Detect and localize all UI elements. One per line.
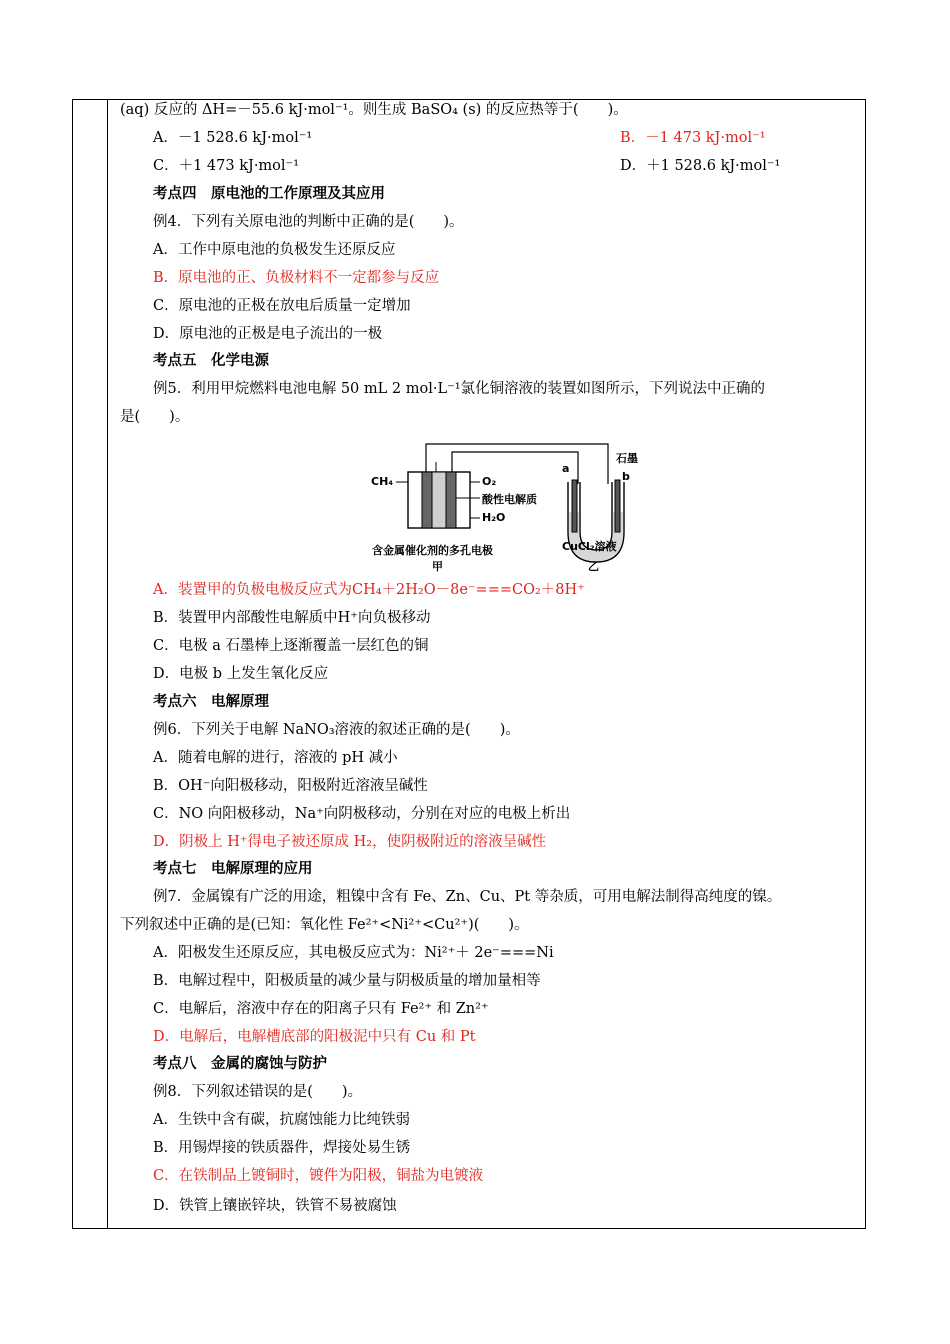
q4-option-a: A．工作中原电池的负极发生还原反应 xyxy=(153,242,396,258)
label-cucl2: CuCl₂溶液 xyxy=(562,540,617,553)
label-ch4: CH₄ xyxy=(371,475,394,488)
section-heading-8: 考点八 金属的腐蚀与防护 xyxy=(153,1056,327,1072)
prev-option-c: C．＋1 473 kJ·mol⁻¹ xyxy=(153,158,300,174)
label-h2o: H₂O xyxy=(482,511,506,524)
q5-option-a-answer: A．装置甲的负极电极反应式为CH₄＋2H₂O－8e⁻===CO₂＋8H⁺ xyxy=(153,582,585,598)
section-heading-4: 考点四 原电池的工作原理及其应用 xyxy=(153,186,385,202)
q5-option-b: B．装置甲内部酸性电解质中H⁺向负极移动 xyxy=(153,610,431,626)
q4-option-d: D．原电池的正极是电子流出的一极 xyxy=(153,326,383,342)
q6-option-a: A．随着电解的进行，溶液的 pH 减小 xyxy=(153,750,398,766)
question-5-line1: 例5．利用甲烷燃料电池电解 50 mL 2 mol·L⁻¹氯化铜溶液的装置如图所示，下列说法中正确的 xyxy=(153,381,766,397)
q7-option-b: B．电解过程中，阳极质量的减少量与阴极质量的增加量相等 xyxy=(153,973,541,989)
table-column-divider xyxy=(107,99,108,1229)
section-heading-5: 考点五 化学电源 xyxy=(153,353,269,369)
q5-option-d: D．电极 b 上发生氧化反应 xyxy=(153,666,329,682)
label-b: b xyxy=(622,470,630,483)
electrolysis-diagram xyxy=(368,432,658,574)
label-graphite: 石墨 xyxy=(616,452,638,465)
prev-question-line: (aq) 反应的 ΔH=－55.6 kJ·mol⁻¹。则生成 BaSO₄ (s) 的反应热等于( )。 xyxy=(120,102,628,118)
prev-option-b-answer: B．－1 473 kJ·mol⁻¹ xyxy=(620,130,766,146)
q4-option-b-answer: B．原电池的正、负极材料不一定都参与反应 xyxy=(153,270,440,286)
prev-option-a: A．－1 528.6 kJ·mol⁻¹ xyxy=(153,130,313,146)
q7-option-a: A．阳极发生还原反应，其电极反应式为：Ni²⁺＋ 2e⁻===Ni xyxy=(153,945,554,961)
label-porous-electrode: 含金属催化剂的多孔电极 xyxy=(372,544,493,557)
q5-option-c: C．电极 a 石墨棒上逐渐覆盖一层红色的铜 xyxy=(153,638,429,654)
question-8: 例8．下列叙述错误的是( )。 xyxy=(153,1084,363,1100)
section-heading-7: 考点七 电解原理的应用 xyxy=(153,861,313,877)
label-jia: 甲 xyxy=(432,560,443,573)
q7-option-c: C．电解后，溶液中存在的阳离子只有 Fe²⁺ 和 Zn²⁺ xyxy=(153,1001,489,1017)
q8-option-a: A．生铁中含有碳，抗腐蚀能力比纯铁弱 xyxy=(153,1112,410,1128)
q8-option-c-answer: C．在铁制品上镀铜时，镀件为阳极，铜盐为电镀液 xyxy=(153,1168,484,1184)
question-7-line1: 例7．金属镍有广泛的用途，粗镍中含有 Fe、Zn、Cu、Pt 等杂质，可用电解法制得高纯度的镍。 xyxy=(153,889,782,905)
question-4: 例4．下列有关原电池的判断中正确的是( )。 xyxy=(153,214,464,230)
prev-option-d: D．＋1 528.6 kJ·mol⁻¹ xyxy=(620,158,781,174)
q8-option-b: B．用锡焊接的铁质器件，焊接处易生锈 xyxy=(153,1140,411,1156)
label-a: a xyxy=(562,462,570,475)
section-heading-6: 考点六 电解原理 xyxy=(153,694,269,710)
q7-option-d-answer: D．电解后，电解槽底部的阳极泥中只有 Cu 和 Pt xyxy=(153,1029,476,1045)
q6-option-b: B．OH⁻向阳极移动，阳极附近溶液呈碱性 xyxy=(153,778,428,794)
q8-option-d: D．铁管上镶嵌锌块，铁管不易被腐蚀 xyxy=(153,1198,397,1214)
label-o2: O₂ xyxy=(482,475,497,488)
label-electrolyte: 酸性电解质 xyxy=(482,493,537,506)
question-6: 例6．下列关于电解 NaNO₃溶液的叙述正确的是( )。 xyxy=(153,722,520,738)
q4-option-c: C．原电池的正极在放电后质量一定增加 xyxy=(153,298,411,314)
q6-option-c: C．NO 向阳极移动，Na⁺向阴极移动，分别在对应的电极上析出 xyxy=(153,806,571,822)
question-5-line2: 是( )。 xyxy=(120,409,190,425)
question-7-line2: 下列叙述中正确的是(已知：氧化性 Fe²⁺<Ni²⁺<Cu²⁺)( )。 xyxy=(120,917,529,933)
label-yi: 乙 xyxy=(588,560,599,573)
q6-option-d-answer: D．阴极上 H⁺得电子被还原成 H₂，使阴极附近的溶液呈碱性 xyxy=(153,834,547,850)
